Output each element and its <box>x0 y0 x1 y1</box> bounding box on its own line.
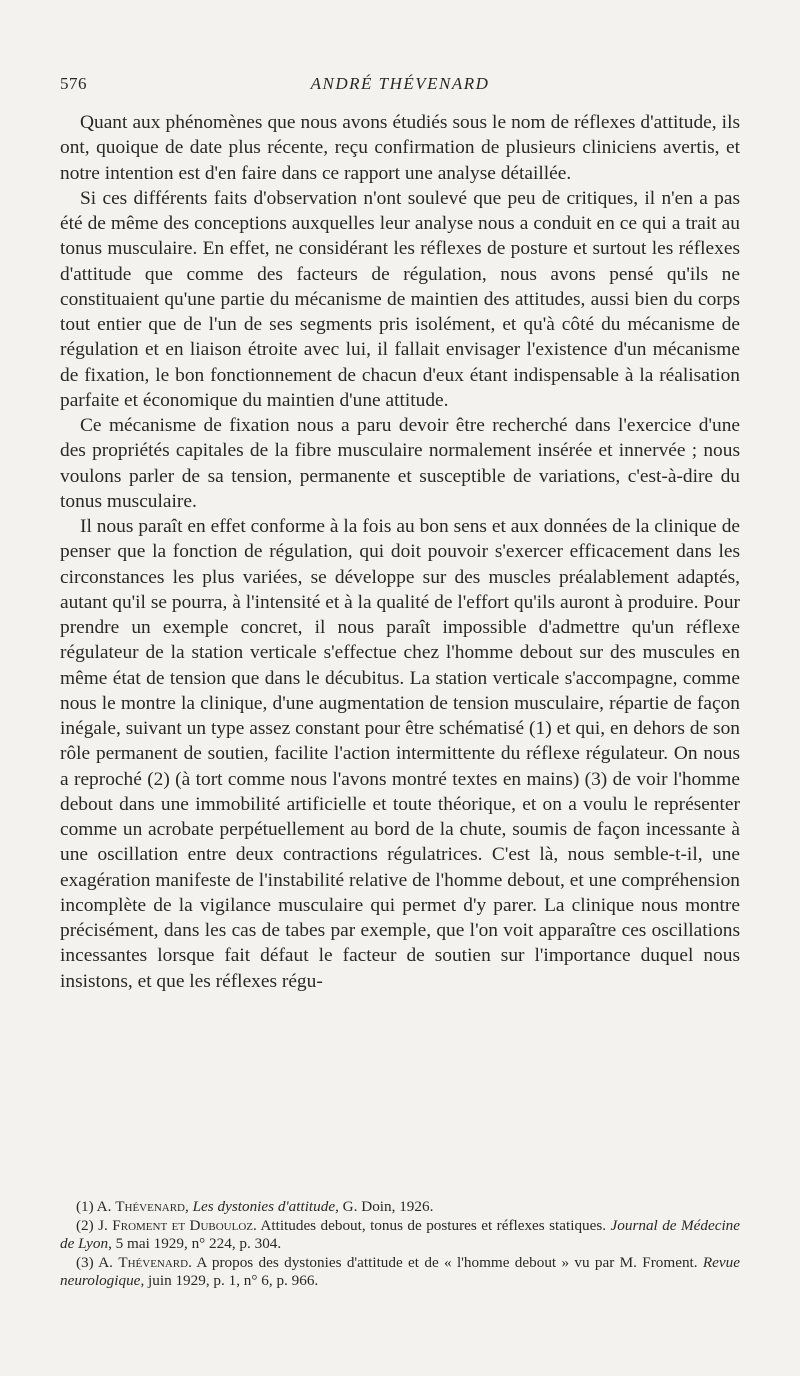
footnote <box>60 1198 740 1217</box>
footnote-text: , <box>185 1198 193 1215</box>
footnote-author: Thévenard <box>115 1198 186 1215</box>
footnote-text: . Attitudes debout, tonus de postures et réflexes statiques. <box>253 1216 611 1234</box>
footnote-marker: (1) A. <box>76 1198 116 1215</box>
paragraph: Il nous paraît en effet conforme à la fois au bon sens et aux données de la clinique de penser que la fonction de régulation, qui doit pouvoir s'exercer efficacement dans les circonstances les plus variées, se développe sur des muscles préalablement adaptés, autant qu'il se pourra, à l'intensité et à la qualité de l'effort qu'ils auront à produire. Pour prendre un exemple concret, il nous paraît impossible d'admettre qu'un réflexe régulateur de la station verticale s'effectue chez l'homme debout sur des muscules en même état de tension que dans le décubitus. La station verticale s'accompagne, comme nous le montre la clinique, d'une augmentation de tension musculaire, répartie de façon inégale, suivant un type assez constant pour être schématisé (1) et qui, en dehors de son rôle permanent de soutien, facilite l'action intermittente du réflexe régulateur. On nous a reproché (2) (à tort comme nous l'avons montré textes en mains) (3) de voir l'homme debout dans une immobilité artificielle et toute théorique, et on a voulu le représenter comme un acrobate perpétuellement au bord de la chute, soumis de façon incessante à une oscillation entre deux contractions régulatrices. C'est là, nous semble-t-il, une exagération manifeste de l'instabilité relative de l'homme debout, et une compréhension incomplète de la vigilance musculaire qui permet d'y parer. La clinique nous montre précisément, dans les cas de tabes par exemple, que l'on voit apparaître ces oscillations incessantes lorsque fait défaut le facteur de soutien sur l'importance duquel nous insistons, et que les réflexes régu- <box>60 516 740 992</box>
footnote-marker: (3) A. <box>76 1253 119 1271</box>
footnote <box>60 1254 740 1291</box>
footnotes <box>60 1198 740 1291</box>
page-header <box>60 74 740 100</box>
footnote-title: Journal de Médecine de Lyon <box>60 1216 741 1252</box>
footnote-author: Froment et Dubouloz <box>112 1216 254 1234</box>
page-number: 576 <box>60 74 87 93</box>
footnote-title: Les dystonies d'attitude <box>192 1198 336 1215</box>
body-text <box>60 110 740 994</box>
paragraph: Si ces différents faits d'observation n'ont soulevé que peu de critiques, il n'en a pas été de même des conceptions auxquelles leur analyse nous a conduit en ce qui a trait au tonus musculaire. En effet, ne considérant les réflexes de posture et surtout les réflexes d'attitude que comme des facteurs de régulation, nous avons pensé qu'ils ne constituaient qu'une partie du mécanisme de maintien des attitudes, aussi bien du corps tout entier que de l'un de ses segments pris isolément, et qu'à côté du mécanisme de régulation et en liaison étroite avec lui, il fallait envisager l'existence d'un mécanisme de fixation, le bon fonctionnement de chacun d'eux étant indispensable à la réalisation parfaite et économique du maintien d'une attitude. <box>60 187 740 411</box>
footnote-text: , 5 mai 1929, n° 224, p. 304. <box>108 1235 282 1252</box>
running-title: ANDRÉ THÉVENARD <box>310 74 490 93</box>
footnote-title: Revue neurologique <box>60 1253 740 1289</box>
paragraph: Ce mécanisme de fixation nous a paru devoir être recherché dans l'exercice d'une des propriétés capitales de la fibre musculaire normalement insérée et innervée ; nous voulons parler de sa tension, permanente et susceptible de variations, c'est-à-dire du tonus musculaire. <box>60 415 740 512</box>
footnote-marker: (2) J. <box>76 1216 113 1234</box>
footnote-text: . A propos des dystonies d'attitude et de « l'homme debout » vu par M. Froment. <box>188 1253 703 1271</box>
footnote-text: , juin 1929, p. 1, n° 6, p. 966. <box>140 1272 319 1289</box>
paragraph: Quant aux phénomènes que nous avons étudiés sous le nom de réflexes d'attitude, ils ont, quoique de date plus récente, reçu confirmation de plusieurs cliniciens avertis, et notre intention est d'en faire dans ce rapport une analyse détaillée. <box>60 112 740 184</box>
footnote <box>60 1217 740 1254</box>
footnote-text: , G. Doin, 1926. <box>335 1198 434 1215</box>
footnote-author: Thévenard <box>118 1253 189 1271</box>
